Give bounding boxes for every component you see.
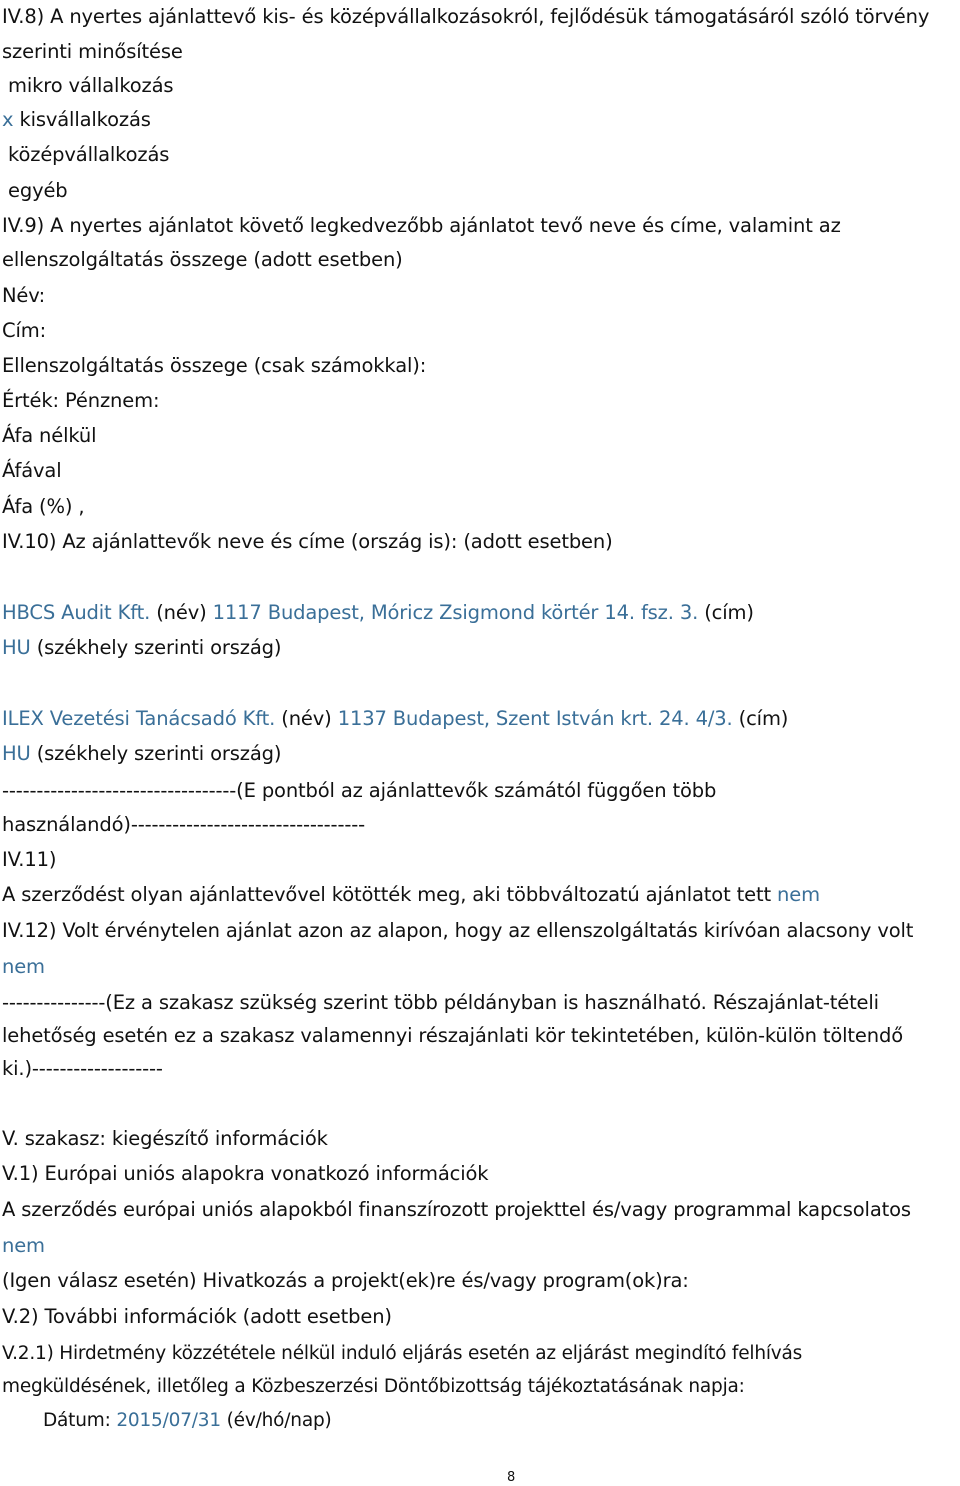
iv8-heading-line2: szerinti minősítése: [2, 40, 183, 63]
bidder-1-address-label: (cím): [704, 601, 754, 624]
page-number: 8: [507, 1470, 516, 1485]
bidder-2-line: [2, 706, 788, 732]
bidder-2-country: HU: [2, 742, 31, 765]
bidder-2-country-label: (székhely szerinti ország): [36, 742, 282, 765]
bidder-1-name-label: (név): [156, 601, 207, 624]
iv9-value-currency: Érték: Pénznem:: [2, 389, 160, 412]
v1-answer: nem: [2, 1234, 45, 1257]
bidder-2-address-label: (cím): [738, 707, 789, 730]
iv12-note-line2: lehetőség esetén ez a szakasz valamennyi részajánlati kör tekintetében, külön-külön töltendő: [2, 1024, 903, 1047]
bidder-1-country: HU: [2, 636, 31, 659]
iv11-question-text: A szerződést olyan ajánlattevővel kötötték meg, aki többváltozatú ajánlatot tett: [2, 883, 771, 906]
date-value: 2015/07/31: [116, 1410, 221, 1431]
v-section-title: V. szakasz: kiegészítő információk: [2, 1127, 328, 1150]
iv8-option-small: [2, 107, 151, 133]
v21-text-line1: V.2.1) Hirdetmény közzététele nélkül induló eljárás esetén az eljárást megindító felhívás: [2, 1343, 803, 1364]
bidder-1-line: [2, 600, 754, 626]
iv8-heading-line1: IV.8) A nyertes ajánlattevő kis- és középvállalkozásokról, fejlődésük támogatásáról szóló törvény: [2, 5, 930, 28]
iv12-note-line1: ---------------(Ez a szakasz szükség szerint több példányban is használható. Részajánlat-tételi: [2, 991, 879, 1014]
iv10-heading: IV.10) Az ajánlattevők neve és címe (ország is): (adott esetben): [2, 530, 613, 553]
bidder-2-country-line: [2, 741, 281, 767]
v21-text-line2: megküldésének, illetőleg a Közbeszerzési Döntőbizottság tájékoztatásának napja:: [2, 1376, 745, 1397]
bidder-2-name-label: (név): [281, 707, 332, 730]
iv9-without-vat: Áfa nélkül: [2, 424, 97, 447]
iv10-separator-line1: ----------------------------------(E pontból az ajánlattevők számától függően több: [2, 779, 717, 802]
iv12-question: IV.12) Volt érvénytelen ajánlat azon az alapon, hogy az ellenszolgáltatás kirívóan alacsony volt: [2, 919, 914, 942]
v2-heading: V.2) További információk (adott esetben): [2, 1305, 392, 1328]
iv8-option-micro: mikro vállalkozás: [8, 74, 174, 97]
iv9-heading-line1: IV.9) A nyertes ajánlatot követő legkedvezőbb ajánlatot tevő neve és címe, valamint az: [2, 214, 841, 237]
bidder-2-address: 1137 Budapest, Szent István krt. 24. 4/3.: [337, 707, 733, 730]
iv9-vat-percent: Áfa (%) ,: [2, 495, 85, 518]
iv8-option-other: egyéb: [8, 179, 68, 202]
bidder-2-name: ILEX Vezetési Tanácsadó Kft.: [2, 707, 276, 730]
date-label: Dátum:: [43, 1410, 111, 1431]
iv8-option-small-label: kisvállalkozás: [19, 108, 151, 131]
iv9-address-label: Cím:: [2, 319, 46, 342]
selected-mark: x: [2, 108, 14, 131]
iv9-with-vat: Áfával: [2, 459, 62, 482]
iv11-heading: IV.11): [2, 848, 57, 871]
iv12-answer: nem: [2, 955, 45, 978]
iv8-option-medium: középvállalkozás: [8, 143, 170, 166]
date-line: [43, 1408, 332, 1434]
v1-question: A szerződés európai uniós alapokból finanszírozott projekttel és/vagy programmal kapcsolatos: [2, 1198, 911, 1221]
iv11-question: [2, 882, 820, 908]
bidder-1-address: 1117 Budapest, Móricz Zsigmond körtér 14. fsz. 3.: [212, 601, 699, 624]
iv12-note-line3: ki.)-------------------: [2, 1057, 163, 1080]
iv11-answer: nem: [777, 883, 820, 906]
iv9-name-label: Név:: [2, 284, 46, 307]
iv9-heading-line2: ellenszolgáltatás összege (adott esetben): [2, 248, 403, 271]
bidder-1-name: HBCS Audit Kft.: [2, 601, 151, 624]
iv9-amount-label: Ellenszolgáltatás összege (csak számokkal):: [2, 354, 427, 377]
v1-reference: (Igen válasz esetén) Hivatkozás a projekt(ek)re és/vagy program(ok)ra:: [2, 1269, 689, 1292]
date-format: (év/hó/nap): [226, 1410, 332, 1431]
iv10-separator-line2: használandó)----------------------------------: [2, 813, 365, 836]
bidder-1-country-label: (székhely szerinti ország): [36, 636, 282, 659]
v1-heading: V.1) Európai uniós alapokra vonatkozó információk: [2, 1162, 489, 1185]
bidder-1-country-line: [2, 635, 281, 661]
